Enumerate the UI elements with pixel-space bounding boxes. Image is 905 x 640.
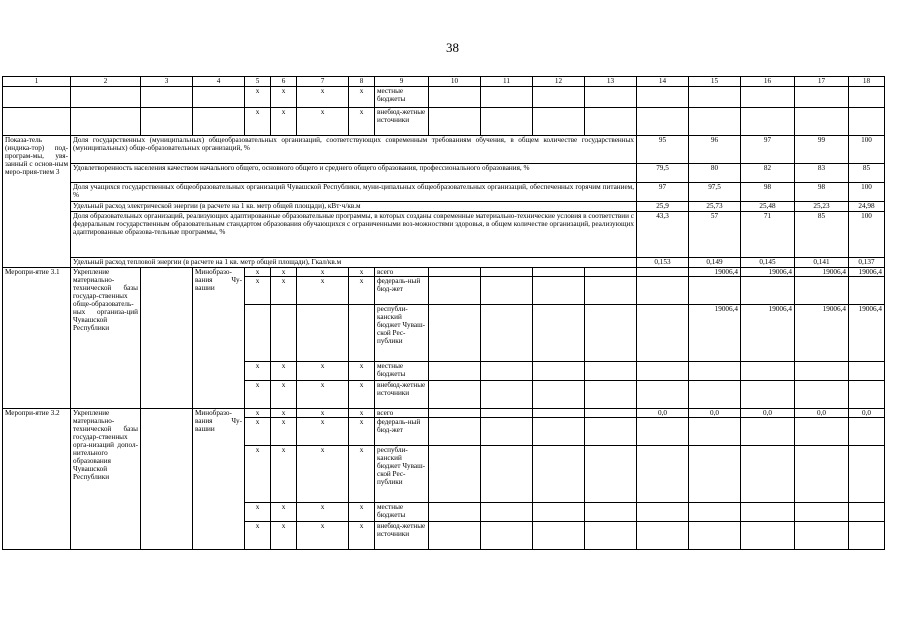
funding-source: республи-канский бюджет Чуваш-ской Рес-публики <box>375 305 429 362</box>
indicator-value: 24,98 <box>849 202 885 212</box>
col-number: 16 <box>741 77 795 87</box>
indicator-text: Доля государственных (муниципальных) общеобразовательных организаций, соответствующих современным требованиям обучения, в общем количестве государственных (муниципальных) обще-образовательных организаций, % <box>71 136 637 164</box>
page-number: 38 <box>446 40 459 55</box>
col-number: 9 <box>375 77 429 87</box>
measure-executor: Минобразо-вания Чу-вашии <box>193 409 245 550</box>
col-number: 8 <box>349 77 375 87</box>
amount: 19006,4 <box>795 268 849 277</box>
indicator-row <box>3 258 885 268</box>
indicator-value: 80 <box>689 164 741 183</box>
x-mark: x <box>245 418 271 446</box>
x-mark: x <box>245 268 271 277</box>
indicator-text: Удовлетворенность населения качеством начального общего, основного общего и среднего общего образования, профессионального образования, % <box>71 164 637 183</box>
funding-source: федераль-ный бюд-жет <box>375 277 429 305</box>
indicator-value: 43,3 <box>637 212 689 258</box>
x-mark: x <box>297 362 349 381</box>
x-mark: x <box>271 87 297 108</box>
amount: 19006,4 <box>795 305 849 362</box>
amount: 0,0 <box>849 409 885 418</box>
amount: 19006,4 <box>741 305 795 362</box>
funding-source: федераль-ный бюд-жет <box>375 418 429 446</box>
measure-row <box>3 409 885 418</box>
x-mark: x <box>271 418 297 446</box>
measure-label: Меропри-ятие 3.1 <box>3 268 71 409</box>
x-mark: x <box>297 108 349 136</box>
x-mark: x <box>297 522 349 550</box>
col-number: 5 <box>245 77 271 87</box>
col-number: 7 <box>297 77 349 87</box>
x-mark: x <box>245 277 271 305</box>
indicator-value: 97 <box>741 136 795 164</box>
indicator-value: 97 <box>637 183 689 202</box>
x-mark: x <box>271 108 297 136</box>
col-number: 18 <box>849 77 885 87</box>
column-number-row <box>3 77 885 87</box>
indicator-value: 0,145 <box>741 258 795 268</box>
indicator-text: Удельный расход тепловой энергии (в расчете на 1 кв. метр общей площади), Гкал/кв.м <box>71 258 637 268</box>
program-table <box>2 76 885 550</box>
table-row <box>3 87 885 108</box>
amount: 19006,4 <box>849 268 885 277</box>
funding-source: местные бюджеты <box>375 362 429 381</box>
col-number: 1 <box>3 77 71 87</box>
x-mark: x <box>349 108 375 136</box>
col-number: 2 <box>71 77 141 87</box>
indicator-value: 0,141 <box>795 258 849 268</box>
x-mark: x <box>349 409 375 418</box>
x-mark: x <box>297 446 349 503</box>
x-mark: x <box>297 503 349 522</box>
indicator-value: 25,23 <box>795 202 849 212</box>
amount: 19006,4 <box>849 305 885 362</box>
amount: 19006,4 <box>689 305 741 362</box>
col-number: 14 <box>637 77 689 87</box>
x-mark: x <box>245 409 271 418</box>
col-number: 10 <box>429 77 481 87</box>
funding-source: всего <box>375 409 429 418</box>
x-mark: x <box>349 446 375 503</box>
col-number: 12 <box>533 77 585 87</box>
indicator-row <box>3 136 885 164</box>
indicator-value: 25,9 <box>637 202 689 212</box>
x-mark: x <box>349 418 375 446</box>
indicator-value: 25,73 <box>689 202 741 212</box>
x-mark: x <box>245 446 271 503</box>
indicator-value: 100 <box>849 183 885 202</box>
indicator-row <box>3 212 885 258</box>
x-mark: x <box>349 268 375 277</box>
x-mark: x <box>245 522 271 550</box>
measure-name: Укрепление материально-технической базы государ-ственных обще-образователь-ных организа-ций Чувашской Республики <box>71 268 141 409</box>
indicator-value: 98 <box>795 183 849 202</box>
x-mark: x <box>271 446 297 503</box>
x-mark: x <box>245 381 271 409</box>
indicator-text: Доля учащихся государственных общеобразовательных организаций Чувашской Республики, муни-ципальных общеобразовательных организаций, обеспеченных горячим питанием, % <box>71 183 637 202</box>
amount: 0,0 <box>689 409 741 418</box>
col-number: 11 <box>481 77 533 87</box>
indicator-row <box>3 183 885 202</box>
x-mark: x <box>349 522 375 550</box>
x-mark: x <box>245 87 271 108</box>
indicator-value: 99 <box>795 136 849 164</box>
funding-source: местные бюджеты <box>375 503 429 522</box>
measure-row <box>3 268 885 277</box>
indicator-label: Показа-тель (индика-тор) под-програм-мы, увя-занный с основ-ным меро-прия-тием 3 <box>3 136 71 268</box>
indicator-value: 85 <box>795 212 849 258</box>
indicator-value: 83 <box>795 164 849 183</box>
x-mark: x <box>245 108 271 136</box>
indicator-value: 71 <box>741 212 795 258</box>
indicator-value: 97,5 <box>689 183 741 202</box>
funding-source: республи-канский бюджет Чуваш-ской Рес-публики <box>375 446 429 503</box>
x-mark: x <box>297 268 349 277</box>
amount: 0,0 <box>741 409 795 418</box>
x-mark: x <box>271 268 297 277</box>
funding-source: внебюд-жетные источники <box>375 522 429 550</box>
x-mark: x <box>271 409 297 418</box>
x-mark: x <box>271 503 297 522</box>
x-mark: x <box>297 409 349 418</box>
x-mark: x <box>271 277 297 305</box>
x-mark: x <box>271 522 297 550</box>
funding-source: всего <box>375 268 429 277</box>
indicator-value: 98 <box>741 183 795 202</box>
x-mark: x <box>349 87 375 108</box>
indicator-value: 0,153 <box>637 258 689 268</box>
amount: 19006,4 <box>741 268 795 277</box>
indicator-value: 100 <box>849 136 885 164</box>
indicator-text: Удельный расход электрической энергии (в расчете на 1 кв. метр общей площади), кВт·ч/кв.м <box>71 202 637 212</box>
indicator-value: 95 <box>637 136 689 164</box>
measure-label: Меропри-ятие 3.2 <box>3 409 71 550</box>
x-mark: x <box>271 362 297 381</box>
indicator-row <box>3 164 885 183</box>
x-mark: x <box>271 381 297 409</box>
funding-source: внебюд-жетные источники <box>375 381 429 409</box>
col-number: 3 <box>141 77 193 87</box>
x-mark: x <box>245 503 271 522</box>
indicator-value: 57 <box>689 212 741 258</box>
amount: 0,0 <box>795 409 849 418</box>
funding-source: внебюд-жетные источники <box>375 108 429 136</box>
col-number: 15 <box>689 77 741 87</box>
measure-executor: Минобразо-вания Чу-вашии <box>193 268 245 409</box>
x-mark: x <box>349 381 375 409</box>
indicator-text: Доля образовательных организаций, реализующих адаптированные образовательные программы, в которых созданы современные материально-технические условия в соответствии с федеральным государственным образовательным стандартом образования обучающихся с ограниченными воз-можностями здоровья, в общем количестве организаций, реализующих адаптированные образова-тельные программы, % <box>71 212 637 258</box>
x-mark: x <box>349 277 375 305</box>
x-mark: x <box>297 418 349 446</box>
indicator-value: 96 <box>689 136 741 164</box>
col-number: 4 <box>193 77 245 87</box>
x-mark: x <box>245 362 271 381</box>
indicator-value: 100 <box>849 212 885 258</box>
indicator-row <box>3 202 885 212</box>
funding-source: местные бюджеты <box>375 87 429 108</box>
x-mark: x <box>297 277 349 305</box>
measure-name: Укрепление материально-технической базы государ-ственных орга-низаций допол-нительного образования Чувашской Республики <box>71 409 141 550</box>
table-row <box>3 108 885 136</box>
amount: 19006,4 <box>689 268 741 277</box>
indicator-value: 0,149 <box>689 258 741 268</box>
x-mark: x <box>349 503 375 522</box>
indicator-value: 85 <box>849 164 885 183</box>
x-mark: x <box>349 362 375 381</box>
col-number: 13 <box>585 77 637 87</box>
indicator-value: 0,137 <box>849 258 885 268</box>
indicator-value: 79,5 <box>637 164 689 183</box>
col-number: 17 <box>795 77 849 87</box>
x-mark: x <box>297 87 349 108</box>
amount: 0,0 <box>637 409 689 418</box>
col-number: 6 <box>271 77 297 87</box>
indicator-value: 25,48 <box>741 202 795 212</box>
x-mark: x <box>297 381 349 409</box>
indicator-value: 82 <box>741 164 795 183</box>
